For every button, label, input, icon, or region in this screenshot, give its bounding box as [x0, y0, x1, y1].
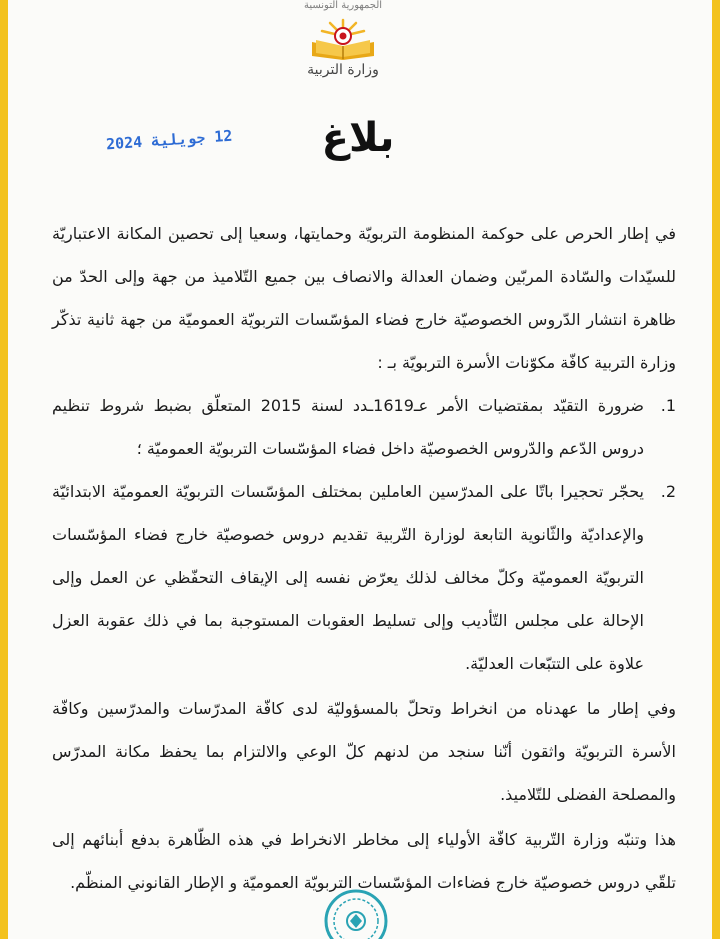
date-stamp: 12 جويلية 2024: [105, 126, 233, 154]
list-item-2: [52, 470, 676, 685]
letterhead: [288, 0, 398, 95]
list-text: ضرورة التقيّد بمقتضيات الأمر عـ1619ـدد لسنة 2015 المتعلّق بضبط شروط تنظيم دروس الدّعم والدّروس الخصوصيّة داخل فضاء المؤسّسات التربويّة العموميّة ؛: [52, 396, 645, 458]
list-number: 2.: [660, 482, 676, 501]
list-number: 1.: [660, 396, 676, 415]
official-stamp-icon: [323, 888, 389, 939]
document-page: [8, 0, 712, 939]
warning-paragraph: هذا وتنبّه وزارة التّربية كافّة الأولياء إلى مخاطر الانخراط في هذه الظّاهرة بدفع أبنائهم إلى تلقّي دروس خصوصيّة خارج فضاءات المؤسّسات التربويّة العموميّة و الإطار القانوني المنظّم.: [52, 830, 676, 892]
commitment-paragraph: وفي إطار ما عهدناه من انخراط وتحلّ بالمسؤوليّة لدى كافّة المدرّسات والمدرّسين وكافّة الأسرة التربويّة واثقون أنّنا سنجد من لدنهم كلّ الوعي والالتزام بما يحفظ مكانة المدرّس والمصلحة الفضلى للتّلاميذ.: [52, 699, 676, 804]
republic-label: الجمهورية التونسية: [303, 0, 383, 11]
list-item-1: [52, 384, 676, 470]
intro-paragraph: في إطار الحرص على حوكمة المنظومة التربويّة وحمايتها، وسعيا إلى تحصين المكانة الاعتباريّة للسيّدات والسّادة المربّين وضمان العدالة والانصاف بين جميع التّلاميذ من جهة وإلى الحدّ من ظاهرة انتشار الدّروس الخصوصيّة خارج فضاء المؤسّسات التربويّة العموميّة من جهة ثانية تذكّر وزارة التربية كافّة مكوّنات الأسرة التربويّة بـ :: [52, 224, 676, 372]
list-text: يحجّر تحجيرا باتّا على المدرّسين العاملين بمختلف المؤسّسات التربويّة العموميّة الابتدائيّة والإعداديّة والثّانوية التابعة لوزارة التّربية تقديم دروس خصوصيّة خارج فضاء المؤسّسات التربويّة العموميّة وكلّ مخالف لذلك يعرّض نفسه إلى الإيقاف التحفّظي عن العمل وإلى الإحالة على مجلس التّأديب وإلى تسليط العقوبات المستوجبة بما في ذلك عقوبة العزل علاوة على التتبّعات العدليّة.: [52, 482, 644, 673]
page-title: بلاغ: [321, 115, 395, 161]
communique-body: [52, 212, 676, 904]
ministry-name: وزارة التربية: [307, 62, 379, 78]
ministry-logo-icon: [308, 16, 378, 60]
